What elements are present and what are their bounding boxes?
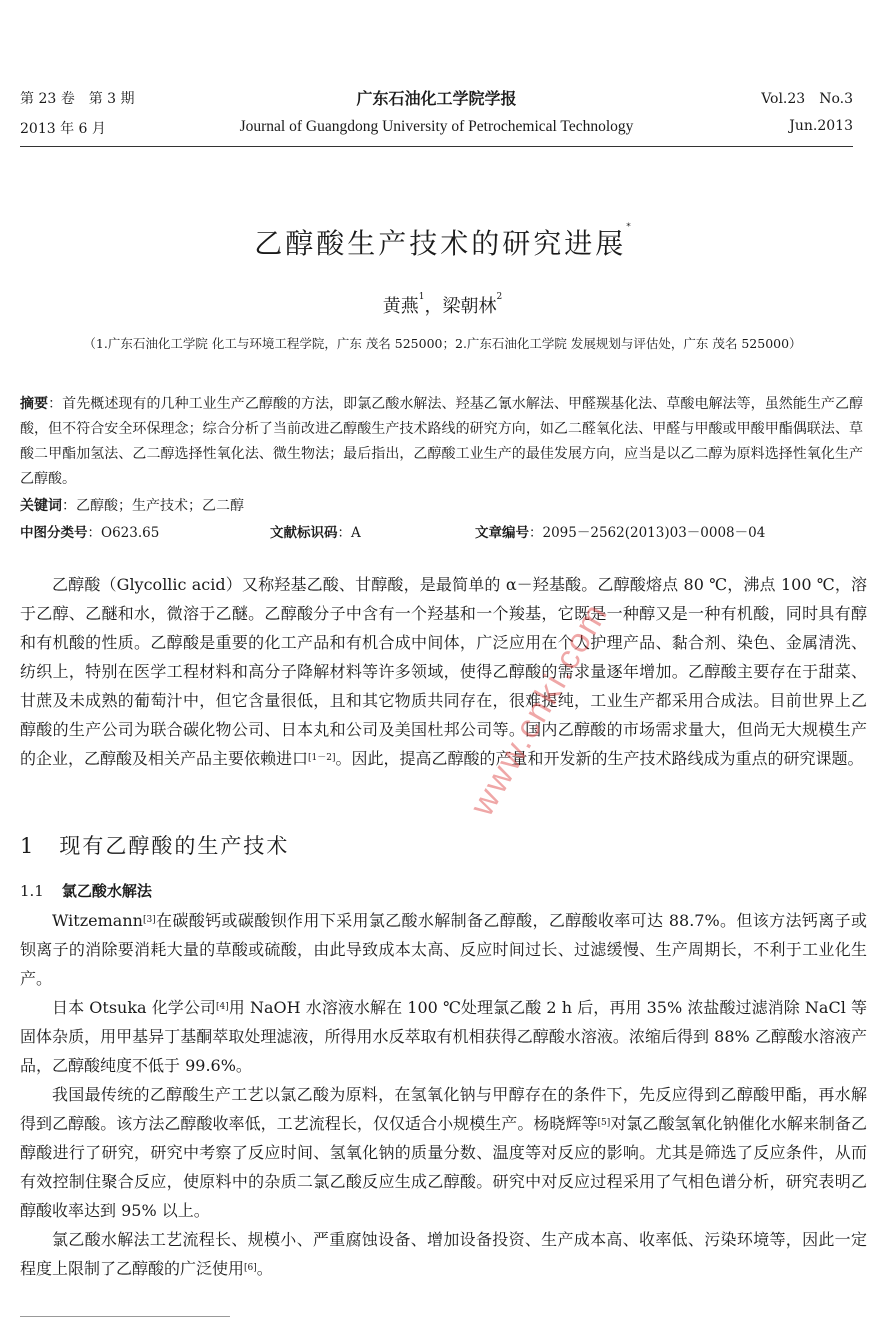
document-code <box>270 521 361 541</box>
clc-value: ：O623.65 <box>87 525 160 541</box>
section-number: 1 <box>20 834 36 858</box>
author-1-affil: 1 <box>418 292 425 302</box>
author-list <box>0 292 885 318</box>
keywords <box>20 495 244 515</box>
p2-text-b: 用 NaOH 水溶液水解在 100 ℃处理氯乙酸 2 h 后，再用 35% 浓盐酸过滤消除 NaCl 等固体杂质，用甲基异丁基酮萃取处理滤液，所得用水反萃取有机相获得乙醇酸水溶液。浓缩后得到 88% 乙醇酸水溶液产品，乙醇酸纯度不低于 99.6%。 <box>20 998 867 1075</box>
paragraph-3 <box>20 1080 867 1225</box>
citation: [3] <box>142 915 156 925</box>
date-cn: 2013 年 6 月 <box>20 121 106 137</box>
citation: [6] <box>244 1263 257 1273</box>
art-label: 文章编号 <box>475 525 529 541</box>
intro-section <box>20 570 867 773</box>
intro-text-b: 。因此，提高乙醇酸的产量和开发新的生产技术路线成为重点的研究课题。 <box>335 749 864 768</box>
keywords-label: 关键词 <box>20 498 62 514</box>
footnote-divider <box>20 1316 230 1317</box>
p4-text-b: 。 <box>256 1259 273 1278</box>
volume-issue-en: Vol.23 No.3 <box>761 91 853 107</box>
art-value: ：2095－2562(2013)03－0008－04 <box>529 525 766 541</box>
citation: [5] <box>597 1118 611 1128</box>
p1-text-b: 在碳酸钙或碳酸钡作用下采用氯乙酸水解制备乙醇酸，乙醇酸收率可达 88.7%。但该方法钙离子或钡离子的消除要消耗大量的草酸或硫酸，由此导致成本太高、反应时间过长、过滤缓慢、生产周期长，不利于工业化生产。 <box>20 911 867 988</box>
author-2-affil: 2 <box>496 292 503 302</box>
section-title: 现有乙醇酸的生产技术 <box>59 834 290 858</box>
author-separator: ， <box>424 296 443 317</box>
subsection-body <box>20 906 867 1283</box>
clc-label: 中图分类号 <box>20 525 88 541</box>
intro-text-a: 乙醇酸（Glycollic acid）又称羟基乙酸、甘醇酸，是最简单的 α－羟基酸。乙醇酸熔点 80 ℃，沸点 100 ℃，溶于乙醇、乙醚和水，微溶于乙醚。乙醇酸分子中含有一个羟基和一个羧基，它既是一种醇又是一种有机酸，同时具有醇和有机酸的性质。乙醇酸是重要的化工产品和有机合成中间体，广泛应用在个人护理产品、黏合剂、染色、金属清洗、纺织上，特别在医学工程材料和高分子降解材料等许多领域，使得乙醇酸的需求量逐年增加。乙醇酸主要存在于甜菜、甘蔗及未成熟的葡萄汁中，但它含量很低，且和其它物质共同存在，很难提纯，工业生产都采用合成法。目前世界上乙醇酸的生产公司为联合碳化物公司、日本丸和公司及美国杜邦公司等。国内乙醇酸的市场需求量大，但尚无大规模生产的企业，乙醇酸及相关产品主要依赖进口 <box>20 575 867 768</box>
intro-paragraph <box>20 570 867 773</box>
subsection-heading-1-1 <box>20 880 152 901</box>
author-2: 梁朝林 <box>442 296 497 317</box>
subsection-number: 1.1 <box>20 882 44 900</box>
date-en: Jun.2013 <box>789 118 853 134</box>
watermark: www.cnki.com <box>462 596 616 823</box>
paper-title-text: 乙醇酸生产技术的研究进展 <box>254 227 627 260</box>
header-divider <box>20 146 853 147</box>
abstract-text: ：首先概述现有的几种工业生产乙醇酸的方法，即氯乙酸水解法、羟基乙氰水解法、甲醛羰基化法、草酸电解法等，虽然能生产乙醇酸，但不符合安全环保理念；综合分析了当前改进乙醇酸生产技术路线的研究方向，如乙二醛氧化法、甲醛与甲酸或甲酸甲酯偶联法、草酸二甲酯加氢法、乙二醇选择性氧化法、微生物法；最后指出，乙醇酸工业生产的最佳发展方向，应当是以乙二醇为原料选择性氧化生产乙醇酸。 <box>20 396 864 487</box>
volume-issue-cn: 第 23 卷 第 3 期 <box>20 91 135 107</box>
abstract <box>20 392 863 492</box>
paragraph-4 <box>20 1225 867 1283</box>
title-footnote-mark: * <box>626 222 631 232</box>
affiliation: （1.广东石油化工学院 化工与环境工程学院，广东 茂名 525000；2.广东石油化工学院 发展规划与评估处，广东 茂名 525000） <box>83 336 802 351</box>
citation: [4] <box>215 1002 229 1012</box>
paper-title <box>0 222 885 262</box>
citation: [1－2] <box>308 753 336 763</box>
paragraph-1 <box>20 906 867 993</box>
subsection-title: 氯乙酸水解法 <box>61 882 152 900</box>
doc-value: ：A <box>337 525 361 541</box>
p4-text-a: 氯乙酸水解法工艺流程长、规模小、严重腐蚀设备、增加设备投资、生产成本高、收率低、污染环境等，因此一定程度上限制了乙醇酸的广泛使用 <box>20 1230 867 1278</box>
paragraph-2 <box>20 993 867 1080</box>
article-number <box>475 521 765 541</box>
journal-name-cn: 广东石油化工学院学报 <box>356 89 517 108</box>
journal-name-en: Journal of Guangdong University of Petrochemical Technology <box>239 118 634 135</box>
clc-number <box>20 521 159 541</box>
doc-label: 文献标识码 <box>270 525 338 541</box>
p2-text-a: 日本 Otsuka 化学公司 <box>52 998 216 1017</box>
abstract-label: 摘要 <box>20 396 49 412</box>
section-heading-1 <box>20 830 289 860</box>
p3-text-b: 对氯乙酸氢氧化钠催化水解来制备乙醇酸进行了研究，研究中考察了反应时间、氢氧化钠的质量分数、温度等对反应的影响。尤其是筛选了反应条件，从而有效控制住聚合反应，使原料中的杂质二氯乙酸反应生成乙醇酸。研究中对反应过程采用了气相色谱分析，研究表明乙醇酸收率达到 95% 以上。 <box>20 1114 867 1220</box>
keywords-text: ：乙醇酸；生产技术；乙二醇 <box>62 498 244 514</box>
author-1: 黄燕 <box>382 296 419 317</box>
p1-text-a: Witzemann <box>52 911 143 930</box>
p3-text-a: 我国最传统的乙醇酸生产工艺以氯乙酸为原料，在氢氧化钠与甲醇存在的条件下，先反应得到乙醇酸甲酯，再水解得到乙醇酸。该方法乙醇酸收率低，工艺流程长，仅仅适合小规模生产。杨晓辉等 <box>20 1085 867 1133</box>
